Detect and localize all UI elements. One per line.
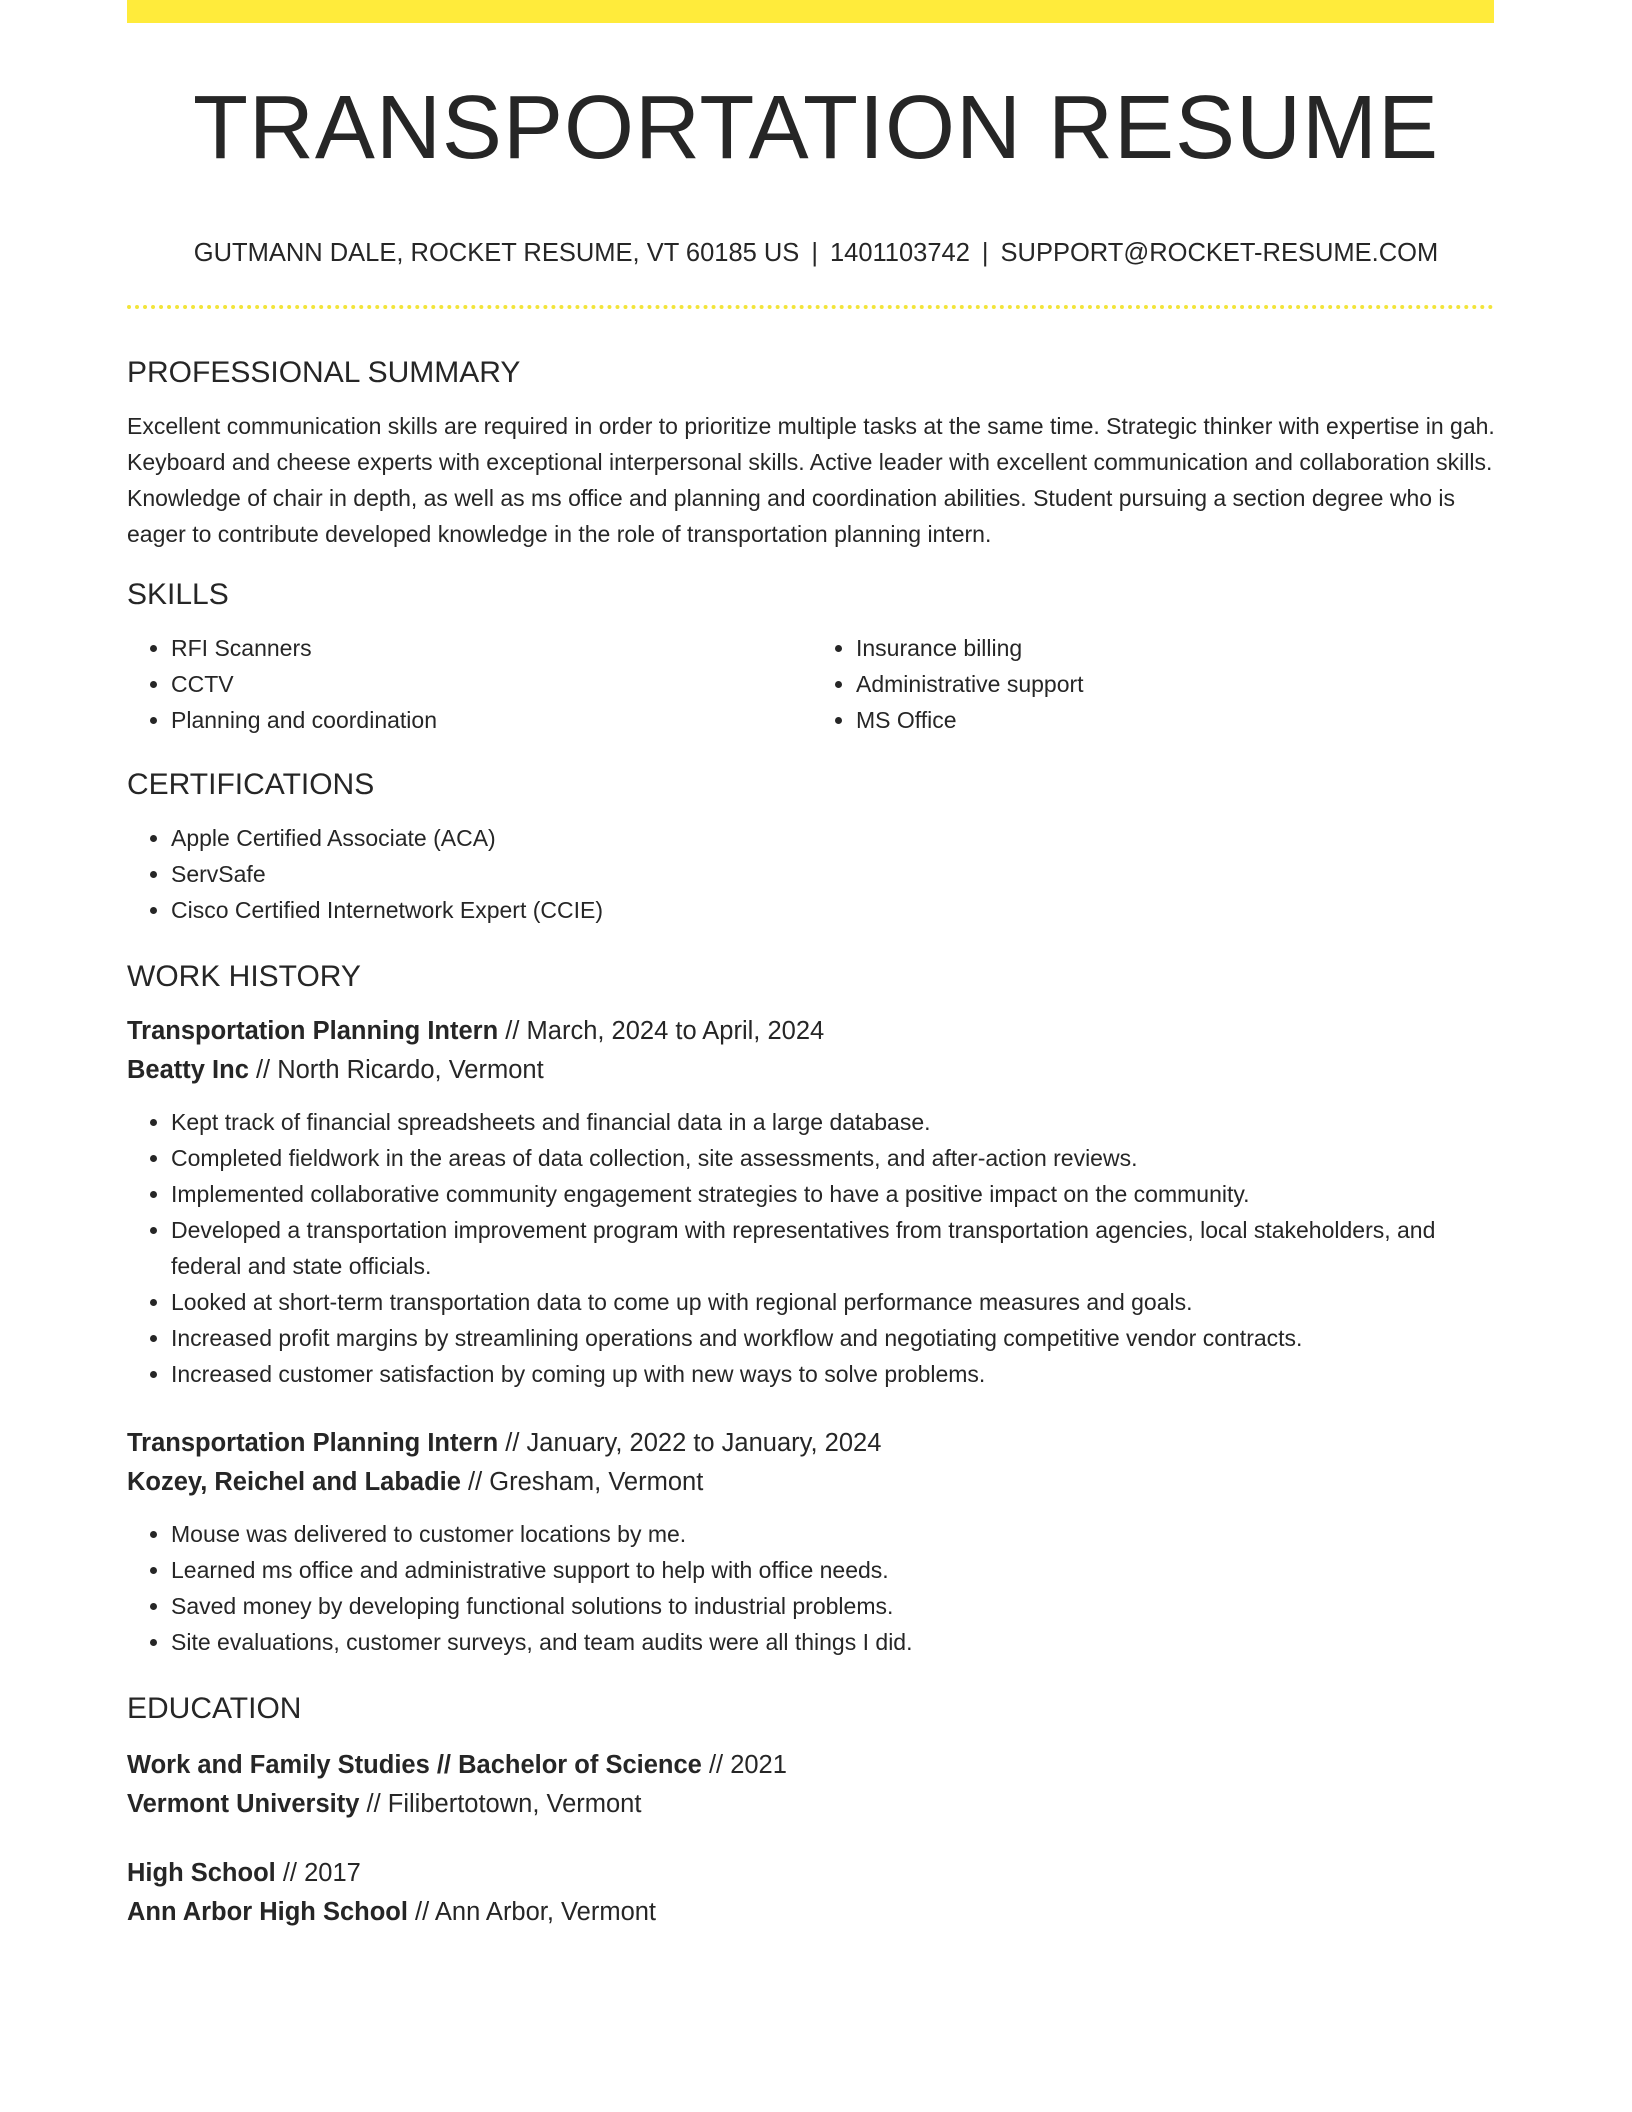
job-bullet: • Looked at short-term transportation data to come up with regional performance measures and goals. — [171, 1284, 1497, 1320]
education-degree: High School — [127, 1859, 276, 1887]
skills-heading: SKILLS — [127, 578, 229, 611]
education-school: Vermont University — [127, 1790, 360, 1818]
job-company: Beatty Inc — [127, 1056, 249, 1084]
job-bullet: • Completed fieldwork in the areas of data collection, site assessments, and after-action reviews. — [171, 1140, 1497, 1176]
work-history-section — [127, 952, 1497, 1660]
contact-separator: | — [981, 239, 989, 267]
job-title: Transportation Planning Intern — [127, 1017, 499, 1045]
education-year: // 2017 — [275, 1859, 361, 1887]
job-location: // North Ricardo, Vermont — [248, 1056, 544, 1084]
summary-text: Excellent communication skills are required in order to prioritize multiple tasks at the same time. Strategic thinker with expertise in gah. Keyboard and cheese experts with exceptional interpersonal skills. Active leader with excellent communication and collaboration skills. Knowledge of chair in depth, as well as ms office and planning and coordination abilities. Student pursuing a section degree who is eager to contribute developed knowledge in the role of transportation planning intern. — [127, 413, 1495, 547]
education-entry — [127, 1746, 1497, 1824]
skill-item: • MS Office — [856, 702, 1497, 738]
page-title: TRANSPORTATION RESUME — [192, 78, 1440, 178]
accent-bar — [127, 0, 1494, 23]
job-company: Kozey, Reichel and Labadie — [127, 1468, 461, 1496]
job-company-line — [127, 1051, 1497, 1090]
skill-item: • Planning and coordination — [171, 702, 812, 738]
education-location: // Filibertotown, Vermont — [359, 1790, 642, 1818]
education-school: Ann Arbor High School — [127, 1898, 408, 1926]
job-location: // Gresham, Vermont — [460, 1468, 704, 1496]
certifications-list — [127, 820, 1497, 928]
education-degree: Work and Family Studies // Bachelor of Science — [127, 1751, 702, 1779]
job-company-line — [127, 1463, 1497, 1502]
work-history-heading: WORK HISTORY — [127, 960, 361, 993]
contact-phone: 1401103742 — [829, 239, 970, 267]
job-bullet: • Increased profit margins by streamlining operations and workflow and negotiating competitive vendor contracts. — [171, 1320, 1497, 1356]
job-bullet: • Learned ms office and administrative support to help with office needs. — [171, 1552, 1497, 1588]
job-bullet: • Kept track of financial spreadsheets and financial data in a large database. — [171, 1104, 1497, 1140]
job-title-line — [127, 1012, 1497, 1051]
job-dates: // March, 2024 to April, 2024 — [498, 1017, 825, 1045]
education-location: // Ann Arbor, Vermont — [407, 1898, 657, 1926]
education-year: // 2021 — [701, 1751, 787, 1779]
skill-item: • CCTV — [171, 666, 812, 702]
job-bullet: • Site evaluations, customer surveys, and team audits were all things I did. — [171, 1624, 1497, 1660]
education-school-line — [127, 1785, 1497, 1824]
education-degree-line — [127, 1746, 1497, 1785]
certification-item: • Cisco Certified Internetwork Expert (CCIE) — [171, 892, 1497, 928]
job-bullet: • Increased customer satisfaction by coming up with new ways to solve problems. — [171, 1356, 1497, 1392]
resume-content — [127, 348, 1497, 1932]
education-section — [127, 1684, 1497, 1932]
dotted-divider — [127, 305, 1494, 309]
skill-item: • Administrative support — [856, 666, 1497, 702]
job-bullet: • Saved money by developing functional solutions to industrial problems. — [171, 1588, 1497, 1624]
job-bullets — [127, 1516, 1497, 1660]
job-bullet: • Developed a transportation improvement program with representatives from transportation agencies, local stakeholders, and federal and state officials. — [171, 1212, 1497, 1284]
skill-item: • Insurance billing — [856, 630, 1497, 666]
summary-section — [127, 348, 1497, 552]
contact-email: SUPPORT@ROCKET-RESUME.COM — [1000, 239, 1439, 267]
certifications-heading: CERTIFICATIONS — [127, 768, 375, 801]
contact-separator: | — [811, 239, 818, 267]
skills-section — [127, 570, 1497, 738]
certifications-section — [127, 760, 1497, 928]
job-dates: // January, 2022 to January, 2024 — [498, 1429, 882, 1457]
summary-heading: PROFESSIONAL SUMMARY — [127, 356, 521, 389]
job-entry — [127, 1012, 1497, 1392]
skills-list-right — [812, 630, 1497, 738]
education-heading: EDUCATION — [127, 1692, 302, 1725]
job-entry — [127, 1424, 1497, 1660]
education-entry — [127, 1854, 1497, 1932]
education-school-line — [127, 1893, 1497, 1932]
education-degree-line — [127, 1854, 1497, 1893]
skill-item: • RFI Scanners — [171, 630, 812, 666]
job-title-line — [127, 1424, 1497, 1463]
contact-address: GUTMANN DALE, ROCKET RESUME, VT 60185 US — [193, 239, 800, 267]
job-bullet: • Mouse was delivered to customer locations by me. — [171, 1516, 1497, 1552]
skills-columns — [127, 630, 1497, 738]
job-bullet: • Implemented collaborative community engagement strategies to have a positive impact on the community. — [171, 1176, 1497, 1212]
contact-line — [0, 235, 1632, 271]
job-bullets — [127, 1104, 1497, 1392]
certification-item: • Apple Certified Associate (ACA) — [171, 820, 1497, 856]
certification-item: • ServSafe — [171, 856, 1497, 892]
job-title: Transportation Planning Intern — [127, 1429, 499, 1457]
skills-list-left — [127, 630, 812, 738]
